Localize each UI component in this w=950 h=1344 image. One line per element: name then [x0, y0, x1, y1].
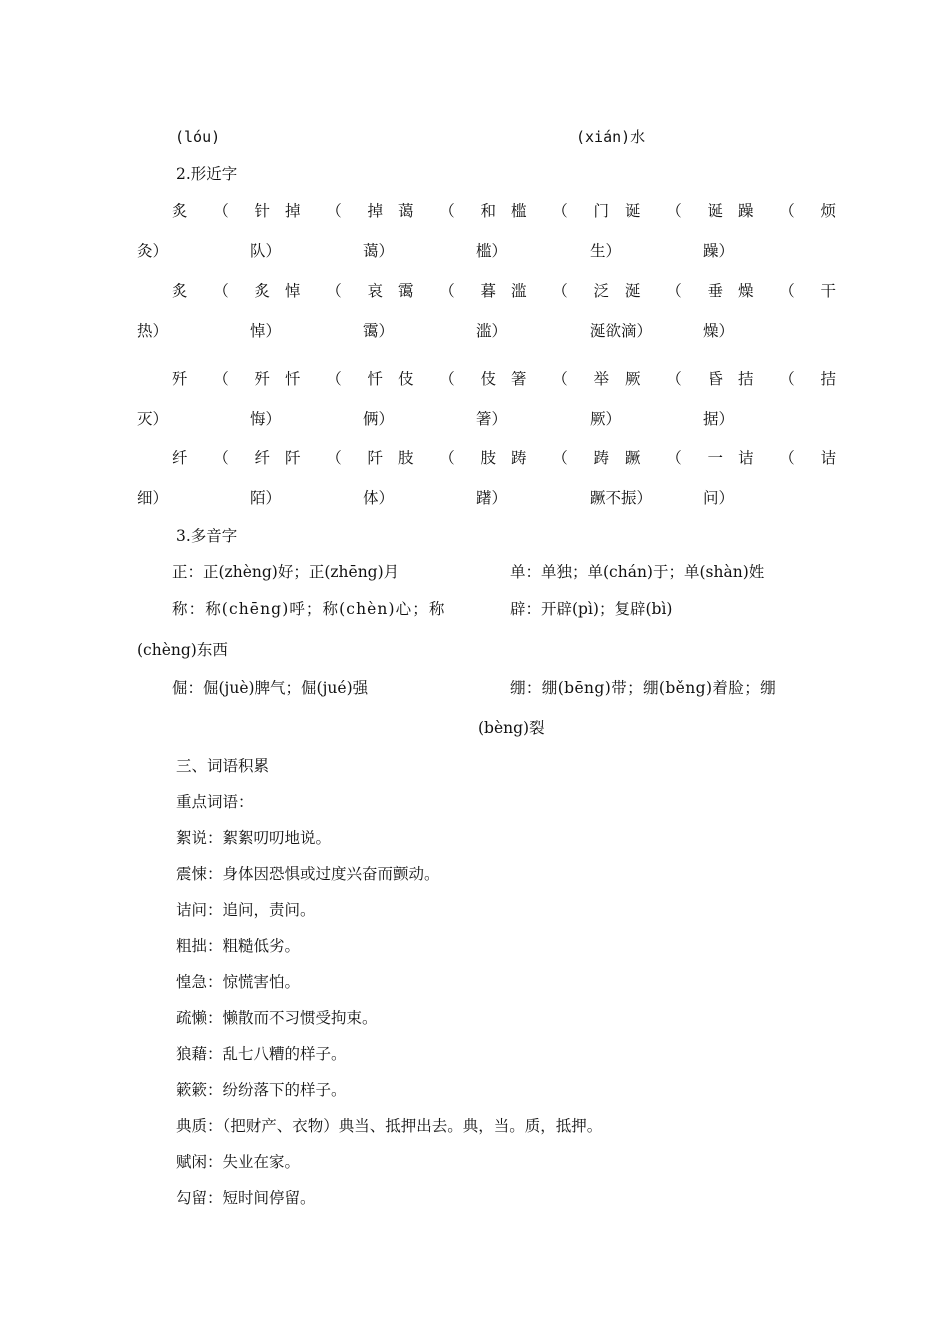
similar-char-cell: 槛） [476, 242, 508, 260]
similar-char-cell: 问） [703, 489, 735, 507]
similar-char-cell: 蔼 （ 和 [398, 202, 496, 220]
similar-char-cell: 滥） [476, 322, 508, 340]
top-pinyin-right: (xián)水 [576, 128, 646, 146]
polyphone-zheng: 正：正(zhèng)好；正(zhēng)月 [172, 563, 400, 581]
polyphone-dan: 单：单独；单(chán)于；单(shàn)姓 [510, 563, 765, 581]
vocab-item: 震悚：身体因恐惧或过度兴奋而颤动。 [176, 865, 440, 883]
vocab-item: 赋闲：失业在家。 [176, 1153, 301, 1171]
similar-char-cell: 霭 （ 暮 [398, 282, 496, 300]
polyphone-beng-continued: (bèng)裂 [478, 719, 545, 737]
similar-char-cell: 阡 （ 阡 [285, 449, 383, 467]
similar-char-cell: 陌） [250, 489, 282, 507]
similar-char-cell: 队） [250, 242, 282, 260]
vocab-item: 惶急：惊慌害怕。 [176, 973, 301, 991]
vocab-subheading: 重点词语： [176, 793, 254, 811]
similar-char-cell: 箸 （ 举 [511, 370, 609, 388]
similar-char-cell: 涎欲滴） [590, 322, 653, 340]
vocab-heading: 三、词语积累 [176, 757, 270, 775]
similar-char-cell: 灸） [137, 242, 169, 260]
similar-char-cell: 燥 （ 干 [738, 282, 836, 300]
similar-char-cell: 厥 （ 昏 [625, 370, 723, 388]
similar-char-cell: 热） [137, 322, 169, 340]
vocab-item: 簌簌：纷纷落下的样子。 [176, 1081, 347, 1099]
similar-char-cell: 霭） [363, 322, 395, 340]
similar-char-cell: 涎 （ 垂 [625, 282, 723, 300]
vocab-item: 絮说：絮絮叨叨地说。 [176, 829, 332, 847]
similar-char-cell: 细） [137, 489, 169, 507]
polyphone-heading: 3.多音字 [176, 527, 238, 545]
vocab-item: 诘问：追问，责问。 [176, 901, 316, 919]
similar-char-cell: 滥 （ 泛 [511, 282, 609, 300]
similar-char-cell: 伎 （ 伎 [398, 370, 496, 388]
similar-char-cell: 躁 （ 烦 [738, 202, 836, 220]
similar-char-cell: 箸） [476, 410, 508, 428]
vocab-item: 粗拙：粗糙低劣。 [176, 937, 301, 955]
similar-char-cell: 炙 （ 针 [172, 202, 270, 220]
similar-char-cell: 躇） [476, 489, 508, 507]
similar-char-cell: 忏 （ 忏 [285, 370, 383, 388]
similar-char-cell: 悔） [250, 410, 282, 428]
similar-char-cell: 燥） [703, 322, 735, 340]
similar-char-cell: 灭） [137, 410, 169, 428]
similar-chars-heading: 2.形近字 [176, 165, 238, 183]
similar-char-cell: 厥） [590, 410, 622, 428]
similar-char-cell: 蹶不振） [590, 489, 653, 507]
vocab-item: 勾留：短时间停留。 [176, 1189, 316, 1207]
polyphone-cheng: 称：称(chēng)呼；称(chèn)心；称 [172, 600, 446, 618]
polyphone-beng: 绷：绷(bēng)带；绷(běng)着脸；绷 [510, 679, 776, 697]
vocab-item: 典质：（把财产、衣物）典当、抵押出去。典，当。质，抵押。 [176, 1117, 603, 1135]
similar-char-cell: 诞 （ 诞 [625, 202, 723, 220]
similar-char-cell: 踌 （ 踌 [511, 449, 609, 467]
similar-char-cell: 蔼） [363, 242, 395, 260]
similar-char-cell: 悼 （ 哀 [285, 282, 383, 300]
polyphone-pi: 辟：开辟(pì)；复辟(bì) [510, 600, 673, 618]
similar-char-cell: 蹶 （ 一 [625, 449, 723, 467]
similar-char-cell: 掉 （ 掉 [285, 202, 383, 220]
similar-char-cell: 肢 （ 肢 [398, 449, 496, 467]
similar-char-cell: 躁） [703, 242, 735, 260]
vocab-item: 狼藉：乱七八糟的样子。 [176, 1045, 347, 1063]
vocab-item: 疏懒：懒散而不习惯受拘束。 [176, 1009, 378, 1027]
similar-char-cell: 生） [590, 242, 622, 260]
polyphone-cheng-continued: (chèng)东西 [137, 641, 228, 659]
similar-char-cell: 俩） [363, 410, 395, 428]
similar-char-cell: 悼） [250, 322, 282, 340]
similar-char-cell: 诘 （ 诘 [738, 449, 836, 467]
similar-char-cell: 歼 （ 歼 [172, 370, 270, 388]
top-pinyin-left: (lóu) [175, 128, 221, 146]
similar-char-cell: 据） [703, 410, 735, 428]
similar-char-cell: 体） [363, 489, 395, 507]
similar-char-cell: 拮 （ 拮 [738, 370, 836, 388]
similar-char-cell: 槛 （ 门 [511, 202, 609, 220]
similar-char-cell: 纤 （ 纤 [172, 449, 270, 467]
polyphone-jue: 倔：倔(juè)脾气；倔(jué)强 [172, 679, 369, 697]
similar-char-cell: 炙 （ 炙 [172, 282, 270, 300]
